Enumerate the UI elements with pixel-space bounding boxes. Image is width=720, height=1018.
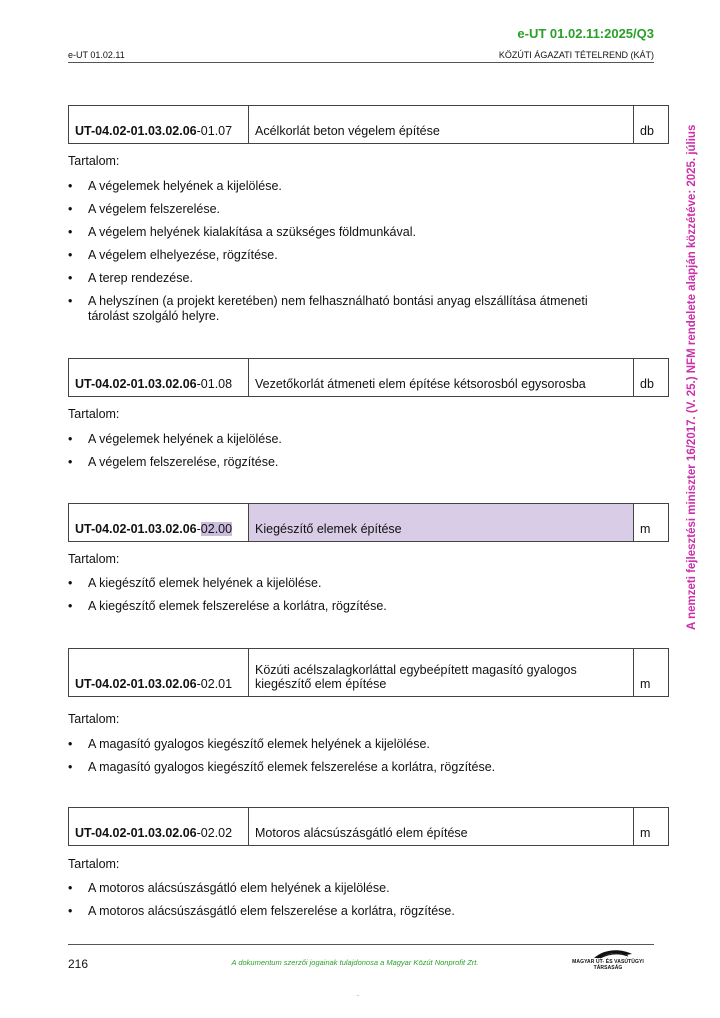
item-title: Közúti acélszalagkorláttal egybeépített magasító gyalogos kiegészítő elem építése <box>249 649 634 697</box>
content-label: Tartalom: <box>68 154 120 168</box>
list-item: • A kiegészítő elemek helyének a kijelölése. <box>68 576 628 591</box>
list-item: • A végelem felszerelése, rögzítése. <box>68 455 628 470</box>
list-item: • A magasító gyalogos kiegészítő elemek felszerelése a korlátra, rögzítése. <box>68 760 628 775</box>
item-table-02-02 <box>68 807 669 846</box>
list-item: • A végelem felszerelése. <box>68 202 628 217</box>
item-unit: m <box>634 504 669 542</box>
list-item: • A magasító gyalogos kiegészítő elemek helyének a kijelölése. <box>68 737 628 752</box>
item-title: Acélkorlát beton végelem építése <box>249 106 634 144</box>
footer-divider <box>68 944 654 945</box>
item-title: Vezetőkorlát átmeneti elem építése kétsorosból egysorosba <box>249 359 634 397</box>
content-label: Tartalom: <box>68 552 120 566</box>
item-title: Motoros alácsúszásgátló elem építése <box>249 808 634 846</box>
list-item: • A motoros alácsúszásgátló elem felszerelése a korlátra, rögzítése. <box>68 904 628 919</box>
list-item: • A motoros alácsúszásgátló elem helyének a kijelölése. <box>68 881 628 896</box>
item-code: UT-04.02-01.03.02.06-02.02 <box>69 808 249 846</box>
page-number: 216 <box>68 957 89 971</box>
list-item: • A végelemek helyének a kijelölése. <box>68 432 628 447</box>
item-table-01-07 <box>68 105 669 144</box>
item-table-01-08 <box>68 358 669 397</box>
list-item: • A végelem elhelyezése, rögzítése. <box>68 248 628 263</box>
list-item: • A terep rendezése. <box>68 271 628 286</box>
side-publication-note: A nemzeti fejlesztési miniszter 16/2017. (V. 25.) NFM rendelete alapján közzétéve: 2025. július <box>686 124 698 630</box>
list-item: • A helyszínen (a projekt keretében) nem felhasználható bontási anyag elszállítása átmeneti tárolást szolgáló helyre. <box>68 294 628 324</box>
item-code: UT-04.02-01.03.02.06-01.08 <box>69 359 249 397</box>
list-item: • A végelemek helyének a kijelölése. <box>68 179 628 194</box>
item-title: Kiegészítő elemek építése <box>249 504 634 542</box>
list-item: • A végelem helyének kialakítása a szükséges földmunkával. <box>68 225 628 240</box>
item-table-02-01 <box>68 648 669 697</box>
item-unit: m <box>634 808 669 846</box>
bullet-list <box>68 576 628 622</box>
content-label: Tartalom: <box>68 712 120 726</box>
header-right-text: KÖZÚTI ÁGAZATI TÉTELREND (KÁT) <box>498 50 654 60</box>
bullet-list <box>68 737 628 783</box>
bullet-list <box>68 881 628 927</box>
bullet-list <box>68 179 628 332</box>
list-item: • A kiegészítő elemek felszerelése a korlátra, rögzítése. <box>68 599 628 614</box>
item-code: UT-04.02-01.03.02.06-02.00 <box>69 504 249 542</box>
bullet-list <box>68 432 628 478</box>
item-unit: db <box>634 106 669 144</box>
item-code: UT-04.02-01.03.02.06-01.07 <box>69 106 249 144</box>
content-label: Tartalom: <box>68 857 120 871</box>
highlighted-code-suffix: 02.00 <box>200 522 233 536</box>
item-unit: db <box>634 359 669 397</box>
item-table-02-00 <box>68 503 669 542</box>
item-code: UT-04.02-01.03.02.06-02.01 <box>69 649 249 697</box>
copyright-note: A dokumentum szerzői jogainak tulajdonosa a Magyar Közút Nonprofit Zrt. <box>231 958 479 967</box>
item-unit: m <box>634 649 669 697</box>
content-label: Tartalom: <box>68 407 120 421</box>
header-left-text: e-UT 01.02.11 <box>68 50 125 60</box>
document-id: e-UT 01.02.11:2025/Q3 <box>517 26 654 41</box>
page-mark <box>357 995 359 996</box>
logo-text: MAGYAR ÚT- ÉS VASÚTÜGYI TÁRSASÁG <box>572 959 644 971</box>
header-divider <box>68 62 654 63</box>
